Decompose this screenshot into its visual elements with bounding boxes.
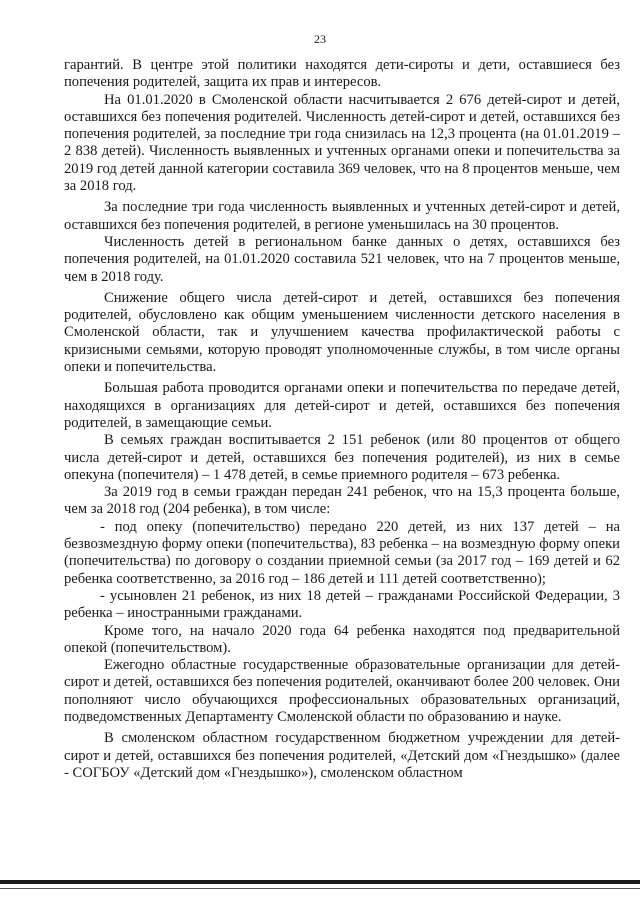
document-body	[64, 57, 620, 782]
paragraph-4: Численность детей в региональном банке данных о детях, оставшихся без попечения родителей, на 01.01.2020 составила 521 человек, что на 7 процентов меньше, чем в 2018 году.	[64, 233, 620, 285]
paragraph-5: Снижение общего числа детей-сирот и детей, оставшихся без попечения родителей, обусловлено как общим уменьшением численности детского населения в Смоленской области, так и улучшением качества профилактической работы с кризисными семьями, которую проводят уполномоченные службы, в том числе органы опеки и попечительства.	[64, 289, 620, 376]
paragraph-11: В смоленском областном государственном бюджетном учреждении для детей-сирот и детей, оставшихся без попечения родителей, «Детский дом «Гнездышко» (далее - СОГБОУ «Детский дом «Гнездышко»), смоленском областном	[64, 730, 620, 781]
page-number: 23	[314, 32, 326, 46]
paragraph-6: Большая работа проводится органами опеки и попечительства по передаче детей, находящихся в организациях для детей-сирот и детей, оставшихся без попечения родителей, в замещающие семьи.	[64, 380, 620, 431]
paragraph-9: Кроме того, на начало 2020 года 64 ребенка находятся под предварительной опекой (попечительством).	[64, 622, 620, 656]
footer-rule	[0, 880, 640, 884]
paragraph-3: За последние три года численность выявленных и учтенных детей-сирот и детей, оставшихся без попечения родителей, в регионе уменьшилась на 30 процентов.	[64, 199, 620, 233]
list-item-guardianship: - под опеку (попечительство) передано 220 детей, из них 137 детей – на безвозмездную форму опеки (попечительства), 83 ребенка – на возмездную форму опеки (попечительства) по договору о создании приемной семьи (за 2017 год – 169 детей и 62 ребенка соответственно, за 2016 год – 186 детей и 111 детей соответственно);	[64, 518, 620, 587]
paragraph-10: Ежегодно областные государственные образовательные организации для детей-сирот и детей, оставшихся без попечения родителей, оканчивают более 200 человек. Они пополняют число обучающихся профессиональных образовательных организаций, подведомственных Департаменту Смоленской области по образованию и науке.	[64, 657, 620, 725]
paragraph-7: В семьях граждан воспитывается 2 151 ребенок (или 80 процентов от общего числа детей-сирот и детей, оставшихся без попечения родителей), из них в семье опекуна (попечителя) – 1 478 детей, в семье приемного родителя – 673 ребенка.	[64, 432, 620, 483]
paragraph-8: За 2019 год в семьи граждан передан 241 ребенок, что на 15,3 процента больше, чем за 2018 год (204 ребенка), в том числе:	[64, 484, 620, 518]
footer-rule-thin	[0, 888, 640, 889]
list-item-adoption: - усыновлен 21 ребенок, из них 18 детей – гражданами Российской Федерации, 3 ребенка – иностранными гражданами.	[64, 587, 620, 622]
paragraph-2: На 01.01.2020 в Смоленской области насчитывается 2 676 детей-сирот и детей, оставшихся без попечения родителей. Численность детей-сирот и детей, оставшихся без попечения родителей, за последние три года снизилась на 12,3 процента (на 01.01.2019 – 2 838 детей). Численность выявленных и учтенных органами опеки и попечительства за 2019 год детей данной категории составила 369 человек, что на 8 процентов меньше, чем за 2018 год.	[64, 91, 620, 195]
paragraph-1: гарантий. В центре этой политики находятся дети-сироты и дети, оставшиеся без попечения родителей, защита их прав и интересов.	[64, 57, 620, 91]
